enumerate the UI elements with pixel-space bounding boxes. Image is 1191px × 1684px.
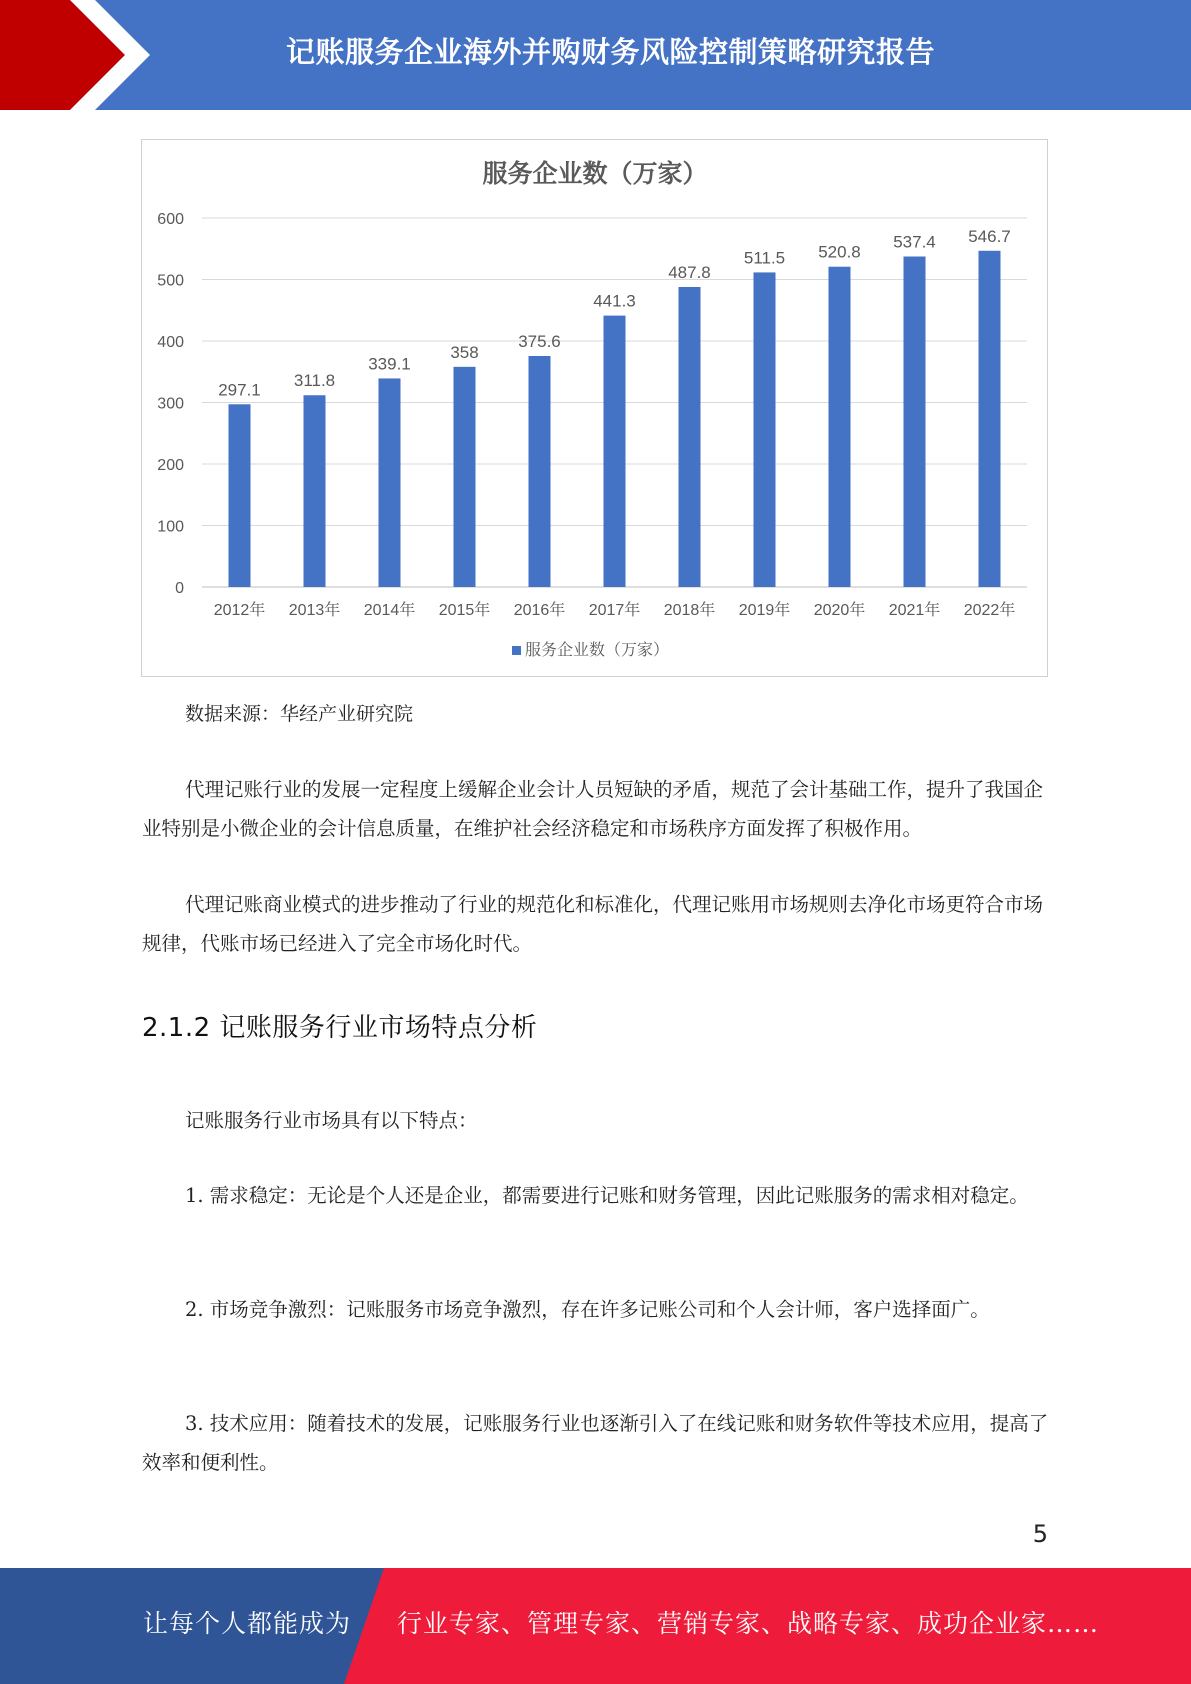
y-tick-label: 200	[157, 457, 184, 474]
chart-canvas	[142, 140, 1049, 678]
header-banner	[0, 0, 1191, 110]
footer-slogan-right: 行业专家、管理专家、营销专家、战略专家、成功企业家……	[397, 1609, 1100, 1638]
x-tick-label: 2017年	[588, 602, 641, 619]
data-label: 487.8	[668, 263, 711, 283]
y-tick-label: 0	[175, 580, 184, 597]
x-tick-label: 2019年	[738, 602, 791, 619]
data-label: 511.5	[743, 248, 786, 268]
bar	[379, 378, 401, 587]
intro-text: 记账服务行业市场具有以下特点：	[185, 1109, 478, 1132]
y-tick-label: 600	[157, 211, 184, 228]
legend-label: 服务企业数（万家）	[525, 640, 670, 659]
section-heading: 2.1.2 记账服务行业市场特点分析	[142, 1013, 538, 1043]
x-tick-label: 2015年	[438, 602, 491, 619]
data-label: 375.6	[518, 332, 561, 352]
page-number: 5	[1032, 1520, 1048, 1548]
point-1: 1. 需求稳定：无论是个人还是企业，都需要进行记账和财务管理，因此记账服务的需求相对稳定。	[185, 1184, 1029, 1207]
x-tick-label: 2018年	[663, 602, 716, 619]
data-label: 441.3	[593, 291, 636, 311]
chart-title: 服务企业数（万家）	[482, 159, 708, 188]
point-3: 3. 技术应用：随着技术的发展，记账服务行业也逐渐引入了在线记账和财务软件等技术应用，提高了效率和便利性。	[142, 1412, 1049, 1474]
report-title: 记账服务企业海外并购财务风险控制策略研究报告	[285, 35, 935, 69]
data-label: 297.1	[218, 380, 261, 400]
bar	[304, 395, 326, 587]
x-tick-label: 2014年	[363, 602, 416, 619]
y-tick-label: 100	[157, 518, 184, 536]
x-tick-label: 2016年	[513, 602, 566, 619]
data-label: 520.8	[818, 242, 861, 262]
point-2: 2. 市场竞争激烈：记账服务市场竞争激烈，存在许多记账公司和个人会计师，客户选择面广。	[185, 1298, 990, 1321]
bar	[829, 267, 851, 587]
paragraph-1: 代理记账行业的发展一定程度上缓解企业会计人员短缺的矛盾，规范了会计基础工作，提升了我国企业特别是小微企业的会计信息质量，在维护社会经济稳定和市场秩序方面发挥了积极作用。	[142, 778, 1044, 840]
bar	[679, 287, 701, 587]
x-tick-label: 2022年	[963, 602, 1016, 619]
data-label: 546.7	[968, 226, 1011, 246]
data-label: 537.4	[893, 232, 936, 252]
x-tick-label: 2021年	[888, 602, 941, 619]
bar	[604, 316, 626, 587]
y-tick-label: 500	[157, 272, 184, 290]
y-tick-label: 400	[157, 334, 184, 351]
footer-banner	[0, 1568, 1191, 1684]
footer-slogan-left: 让每个人都能成为	[143, 1609, 352, 1638]
x-tick-label: 2012年	[213, 602, 266, 619]
bar	[754, 272, 776, 587]
data-label: 358	[450, 342, 479, 362]
bar	[904, 256, 926, 587]
bar	[454, 367, 476, 587]
data-label: 339.1	[368, 354, 411, 374]
data-label: 311.8	[293, 371, 336, 391]
x-tick-label: 2020年	[813, 602, 866, 619]
x-tick-label: 2013年	[288, 602, 341, 619]
paragraph-2: 代理记账商业模式的进步推动了行业的规范化和标准化，代理记账用市场规则去净化市场更符合市场规律，代账市场已经进入了完全市场化时代。	[142, 893, 1044, 955]
bar	[979, 251, 1001, 587]
bar-chart	[141, 139, 1048, 677]
legend-swatch	[512, 646, 521, 655]
y-tick-label: 300	[157, 395, 184, 413]
bar	[229, 404, 251, 587]
bar	[529, 356, 551, 587]
data-source-note: 数据来源：华经产业研究院	[185, 703, 414, 725]
